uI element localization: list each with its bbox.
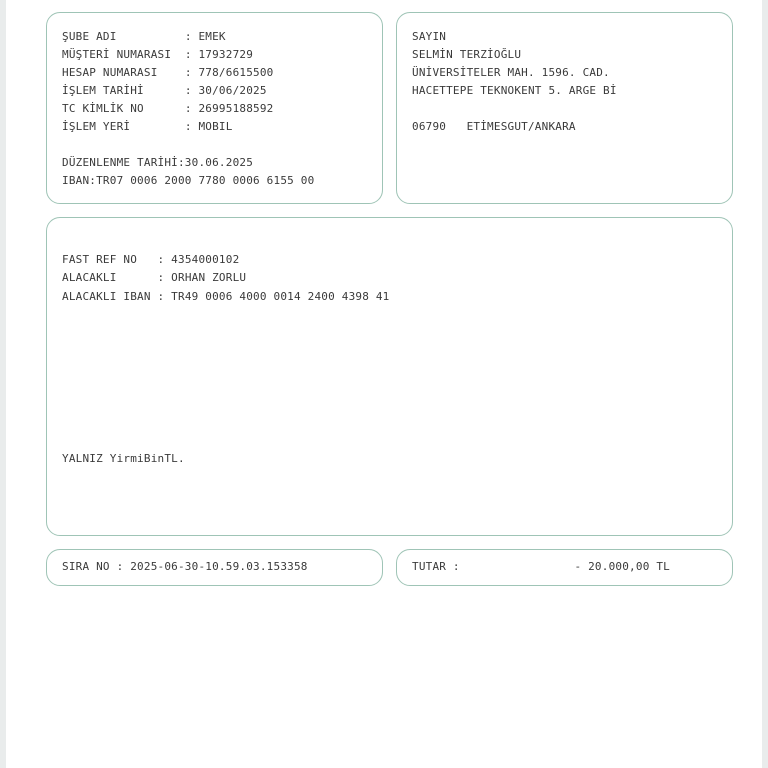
amount-in-words: YALNIZ YirmiBinTL. [62,452,185,465]
sequence-number: SIRA NO : 2025-06-30-10.59.03.153358 [62,560,308,573]
payee-iban-label: ALACAKLI IBAN [62,290,158,303]
payee-row [62,269,246,287]
transaction-date-label: İŞLEM TARİHİ [62,84,185,97]
address-line-2: HACETTEPE TEKNOKENT 5. ARGE Bİ [412,84,617,97]
amount-panel [396,549,733,586]
issue-date: DÜZENLENME TARİHİ:30.06.2025 [62,156,254,169]
transaction-place-label: İŞLEM YERİ [62,120,185,133]
customer-number-value: : 17932729 [184,48,254,61]
customer-number-row [62,46,253,64]
amount-label: TUTAR : [412,560,460,573]
amount-value: - 20.000,00 TL [574,560,670,573]
recipient-address-panel [396,12,733,204]
payee-value: : ORHAN ZORLU [157,271,247,284]
payee-iban-row [62,288,390,306]
postal-city: 06790 ETİMESGUT/ANKARA [412,120,576,133]
transaction-place-row [62,118,233,136]
branch-name-value: : EMEK [184,30,226,43]
sender-iban: IBAN:TR07 0006 2000 7780 0006 6155 00 [62,174,315,187]
fast-ref-label: FAST REF NO [62,253,158,266]
account-info-panel [46,12,383,204]
customer-number-label: MÜŞTERİ NUMARASI [62,48,185,61]
payee-label: ALACAKLI [62,271,158,284]
account-number-row [62,64,274,82]
transaction-date-value: : 30/06/2025 [184,84,267,97]
salutation: SAYIN [412,30,447,43]
transaction-date-row [62,82,267,100]
fast-ref-value: : 4354000102 [157,253,240,266]
branch-name-row [62,28,226,46]
sequence-panel [46,549,383,586]
branch-name-label: ŞUBE ADI [62,30,185,43]
transaction-place-value: : MOBIL [184,120,233,133]
payee-iban-value: : TR49 0006 4000 0014 2400 4398 41 [157,290,390,303]
address-line-1: ÜNİVERSİTELER MAH. 1596. CAD. [412,66,610,79]
national-id-label: TC KİMLİK NO [62,102,185,115]
receipt-page [6,0,762,768]
national-id-value: : 26995188592 [184,102,274,115]
transfer-detail-panel [46,217,733,536]
national-id-row [62,100,274,118]
recipient-name: SELMİN TERZİOĞLU [412,48,522,61]
account-number-value: : 778/6615500 [184,66,274,79]
account-number-label: HESAP NUMARASI [62,66,185,79]
fast-ref-row [62,251,239,269]
